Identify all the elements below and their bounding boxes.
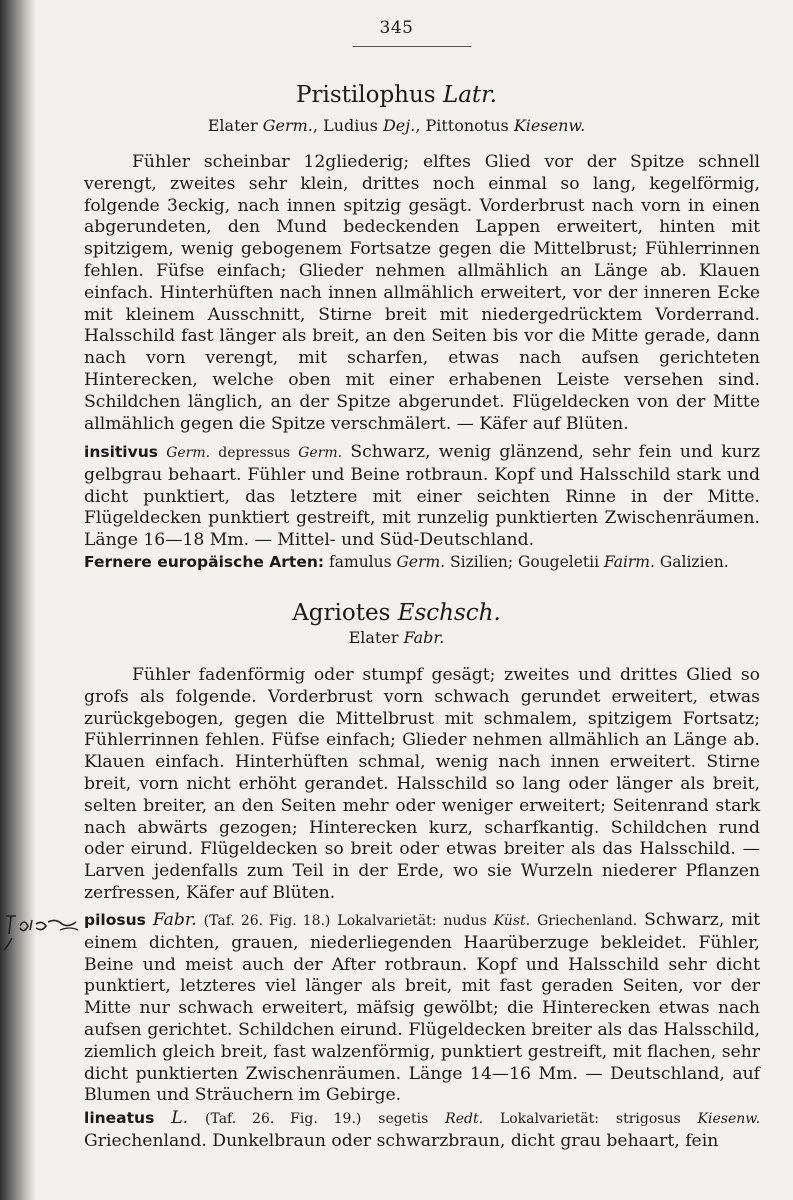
species-text: Griechenland. Dunkelbraun oder schwarzbraun, dicht grau behaart, fein <box>84 1130 719 1151</box>
species-text: Schwarz, mit einem dichten, grauen, niederliegenden Haarüberzuge bekleidet. Fühler, Beine und meist auch der After rotbraun. Kopf und Halsschild sehr dicht punktiert, letzteres viel länger als breit, mit fast geraden Seiten, vor der Mitte nur schwach erweitert, mäfsig gewölbt; die Hinterecken etwas nach aufsen gerichtet. Schildchen eirund. Flügeldecken breiter als das Halsschild, ziemlich gleich breit, fast walzenförmig, punktiert gestreift, mit flachen, sehr dicht punktierten Zwischenräumen. Länge 14—16 Mm. — Deutschland, auf Blumen und Sträuchern im Gebirge. <box>84 910 761 1106</box>
synonym-line <box>0 628 793 647</box>
synonym-3-author: Kiesenw. <box>513 116 586 135</box>
genus-description-agriotes <box>84 665 760 905</box>
genus-author: Eschsch. <box>397 600 501 626</box>
genus-heading-pristilophus <box>0 82 793 108</box>
description-text: Fühler fadenförmig oder stumpf gesägt; zweites und drittes Glied so grofs als folgende. Vorderbrust vorn schwach gerundet erweitert, etwas zurückgebogen, gegen die Mittelbrust mit schmalem, spitzigem Fortsatz; Fühlerrinnen fehlen. Füfse einfach; Glieder nehmen allmählich an Länge ab. Klauen einfach. Hinterhüften schmal, wenig nach innen erweitert. Stirne breit, vorn nicht erhöht gerandet. Halsschild so lang oder länger als breit, selten breiter, an den Seiten mehr oder weniger erweitert; Seitenrand stark nach abwärts gezogen; Hinterecken kurz, scharfkantig. Schildchen rund oder eirund. Flügeldecken so breit oder etwas breiter als das Halsschild. — Larven jedenfalls zum Teil in der Erde, wo sie Wurzeln niederer Pflanzen zerfressen, Käfer auf Blüten. <box>84 665 760 903</box>
variety-author: Kiesenw. <box>697 1111 761 1127</box>
synonym-3: , Pittonotus <box>415 116 509 135</box>
variety-name: nudus <box>443 913 487 929</box>
genus-description-pristilophus <box>84 152 760 435</box>
species-synonym-author: Redt. <box>445 1111 484 1127</box>
other-species-1: famulus <box>329 553 392 571</box>
synonym-2-author: Dej. <box>382 116 416 135</box>
species-name: insitivus <box>84 443 158 461</box>
other-species-2: Gougeletii <box>517 553 600 571</box>
header-rule <box>353 46 471 47</box>
variety-author: Küst. <box>493 913 531 929</box>
species-synonym: segetis <box>378 1111 429 1127</box>
synonym-1: Elater <box>348 628 399 647</box>
variety-locality: Griechenland. <box>537 913 638 929</box>
species-author: L. <box>171 1108 189 1128</box>
other-species-1-locality: Sizilien; <box>450 553 514 571</box>
synonym-2: , Ludius <box>312 116 378 135</box>
other-species-2-author: Fairm. <box>604 553 655 571</box>
species-synonym-author: Germ. <box>298 445 343 461</box>
other-species-label: Fernere europäische Arten: <box>84 553 325 571</box>
variety-label: Lokalvarietät: <box>337 913 437 929</box>
species-figure-ref: (Taf. 26. Fig. 19.) <box>204 1111 362 1127</box>
genus-author: Latr. <box>442 82 497 108</box>
species-synonym: depressus <box>218 445 291 461</box>
variety-label: Lokalvarietät: <box>499 1111 599 1127</box>
species-entry-lineatus <box>84 1108 760 1153</box>
variety-name: strigosus <box>615 1111 681 1127</box>
species-entry-pilosus <box>84 910 760 1107</box>
species-name: lineatus <box>84 1109 155 1127</box>
other-species-2-locality: Galizien. <box>659 553 729 571</box>
synonym-1-author: Fabr. <box>403 628 445 647</box>
handwritten-margin-note <box>0 908 80 952</box>
synonym-line <box>0 116 793 135</box>
species-figure-ref: (Taf. 26. Fig. 18.) <box>203 913 331 929</box>
species-entry-insitivus <box>84 442 760 552</box>
genus-name: Pristilophus <box>296 82 436 108</box>
description-text: Fühler scheinbar 12gliederig; elftes Glied vor der Spitze schnell verengt, zweites sehr klein, drittes noch einmal so lang, kegelförmig, folgende 3eckig, nach innen spitzig gesägt. Vorderbrust nach vorn in einen abgerundeten, den Mund bedeckenden Lappen erweitert, hinten mit spitzigem, wenig gebogenem Fortsatze gegen die Mittelbrust; Fühlerrinnen fehlen. Füfse einfach; Glieder nehmen allmählich an Länge ab. Klauen einfach. Hinterhüften nach innen allmählich erweitert, vor der inneren Ecke mit kleinem Ausschnitt, Stirne breit mit niedergedrücktem Vorderrand. Halsschild fast länger als breit, an den Seiten bis vor die Mitte gerade, dann nach vorn verengt, mit scharfen, etwas nach aufsen gerichteten Hinterecken, welche oben mit einer erhabenen Leiste versehen sind. Schildchen länglich, an der Spitze abgerundet. Flügeldecken von der Mitte allmählich gegen die Spitze verschmälert. — Käfer auf Blüten. <box>84 152 760 434</box>
species-text: Schwarz, wenig glänzend, sehr fein und kurz gelbgrau behaart. Fühler und Beine rotbraun. Kopf und Halsschild stark und dicht punktiert, das letztere mit einer seichten Rinne in der Mitte. Flügeldecken punktiert gestreift, mit runzelig punktierten Zwischenräumen. Länge 16—18 Mm. — Mittel- und Süd-Deutschland. <box>84 442 760 551</box>
other-species-line <box>84 552 760 574</box>
page-number: 345 <box>379 18 414 38</box>
genus-heading-agriotes <box>0 600 793 626</box>
genus-name: Agriotes <box>292 600 391 626</box>
species-author: Germ. <box>166 445 211 461</box>
synonym-1-author: Germ. <box>262 116 313 135</box>
species-name: pilosus <box>84 911 146 929</box>
species-author: Fabr. <box>152 910 197 930</box>
synonym-1: Elater <box>207 116 258 135</box>
other-species-1-author: Germ. <box>396 553 446 571</box>
